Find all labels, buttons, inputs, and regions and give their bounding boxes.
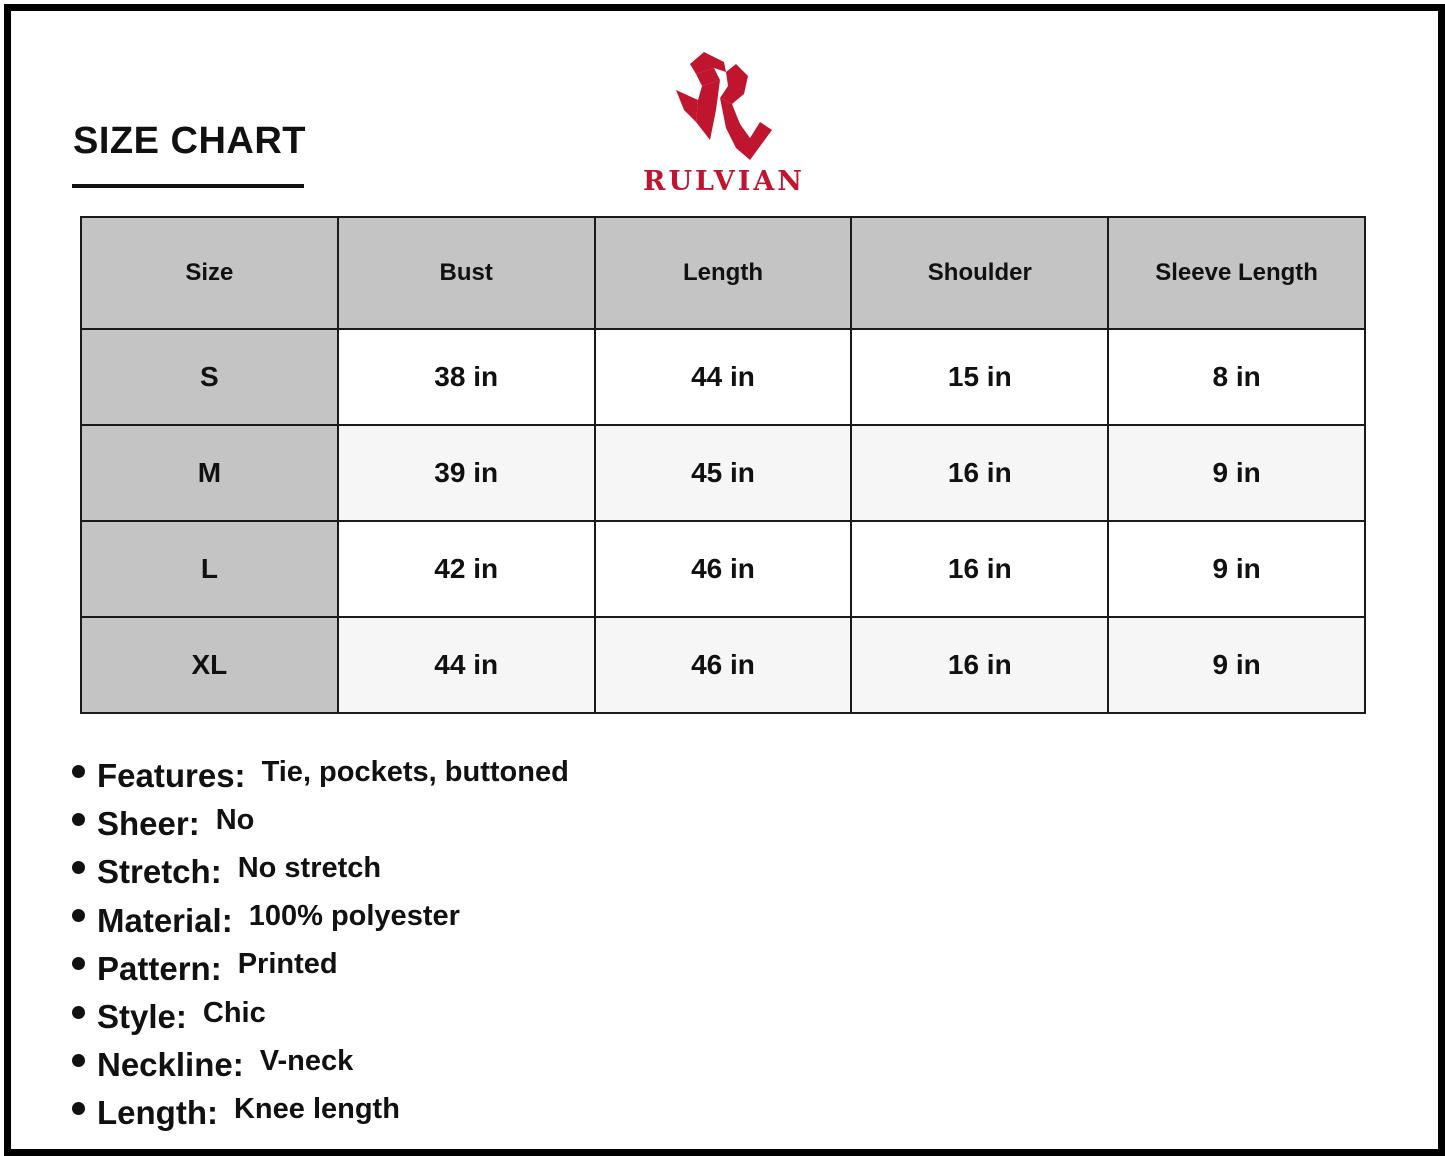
bullet-icon bbox=[72, 765, 85, 778]
spec-pattern bbox=[72, 945, 569, 993]
spec-value: No bbox=[215, 803, 255, 836]
spec-label: Features: bbox=[97, 757, 246, 795]
product-specs-list bbox=[72, 752, 569, 1138]
length-cell: 46 in bbox=[595, 521, 852, 617]
spec-sheer bbox=[72, 800, 569, 848]
spec-length bbox=[72, 1089, 569, 1137]
spec-neckline bbox=[72, 1041, 569, 1089]
bust-cell: 38 in bbox=[338, 329, 595, 425]
rulvian-r-monogram-icon bbox=[674, 50, 774, 162]
spec-label: Style: bbox=[97, 998, 187, 1036]
length-cell: 44 in bbox=[595, 329, 852, 425]
header-size: Size bbox=[81, 217, 338, 329]
header-length: Length bbox=[595, 217, 852, 329]
header-bust: Bust bbox=[338, 217, 595, 329]
table-row bbox=[81, 521, 1365, 617]
page-title: SIZE CHART bbox=[73, 120, 306, 162]
spec-label: Material: bbox=[97, 901, 233, 939]
shoulder-cell: 16 in bbox=[851, 425, 1108, 521]
sleeve-length-cell: 8 in bbox=[1108, 329, 1365, 425]
bullet-icon bbox=[72, 1054, 85, 1067]
table-row bbox=[81, 425, 1365, 521]
spec-label: Neckline: bbox=[97, 1046, 244, 1084]
bust-cell: 39 in bbox=[338, 425, 595, 521]
bullet-icon bbox=[72, 1102, 85, 1115]
bullet-icon bbox=[72, 909, 85, 922]
spec-value: 100% polyester bbox=[248, 900, 460, 933]
table-row bbox=[81, 329, 1365, 425]
bullet-icon bbox=[72, 861, 85, 874]
header-shoulder: Shoulder bbox=[851, 217, 1108, 329]
bullet-icon bbox=[72, 1006, 85, 1019]
sleeve-length-cell: 9 in bbox=[1108, 425, 1365, 521]
bullet-icon bbox=[72, 813, 85, 826]
spec-label: Stretch: bbox=[97, 853, 222, 891]
shoulder-cell: 16 in bbox=[851, 521, 1108, 617]
spec-material bbox=[72, 897, 569, 945]
spec-value: Tie, pockets, buttoned bbox=[261, 755, 569, 788]
shoulder-cell: 16 in bbox=[851, 617, 1108, 713]
table-row bbox=[81, 617, 1365, 713]
title-underline bbox=[72, 184, 304, 188]
spec-value: Knee length bbox=[233, 1092, 400, 1125]
size-cell: S bbox=[81, 329, 338, 425]
brand-logo bbox=[622, 50, 826, 200]
size-cell: M bbox=[81, 425, 338, 521]
length-cell: 46 in bbox=[595, 617, 852, 713]
size-chart-table bbox=[80, 216, 1366, 714]
length-cell: 45 in bbox=[595, 425, 852, 521]
spec-value: Chic bbox=[202, 996, 266, 1029]
brand-name: RULVIAN bbox=[643, 166, 805, 197]
spec-style bbox=[72, 993, 569, 1041]
spec-label: Sheer: bbox=[97, 805, 200, 843]
sleeve-length-cell: 9 in bbox=[1108, 617, 1365, 713]
spec-label: Length: bbox=[97, 1094, 218, 1132]
sleeve-length-cell: 9 in bbox=[1108, 521, 1365, 617]
spec-label: Pattern: bbox=[97, 949, 222, 987]
spec-stretch bbox=[72, 848, 569, 896]
size-cell: L bbox=[81, 521, 338, 617]
bust-cell: 44 in bbox=[338, 617, 595, 713]
spec-value: No stretch bbox=[237, 851, 382, 884]
spec-value: Printed bbox=[237, 948, 338, 981]
bust-cell: 42 in bbox=[338, 521, 595, 617]
bullet-icon bbox=[72, 957, 85, 970]
table-header-row bbox=[81, 217, 1365, 329]
spec-value: V-neck bbox=[259, 1044, 354, 1077]
shoulder-cell: 15 in bbox=[851, 329, 1108, 425]
size-cell: XL bbox=[81, 617, 338, 713]
spec-features bbox=[72, 752, 569, 800]
header-sleeve-length: Sleeve Length bbox=[1108, 217, 1365, 329]
